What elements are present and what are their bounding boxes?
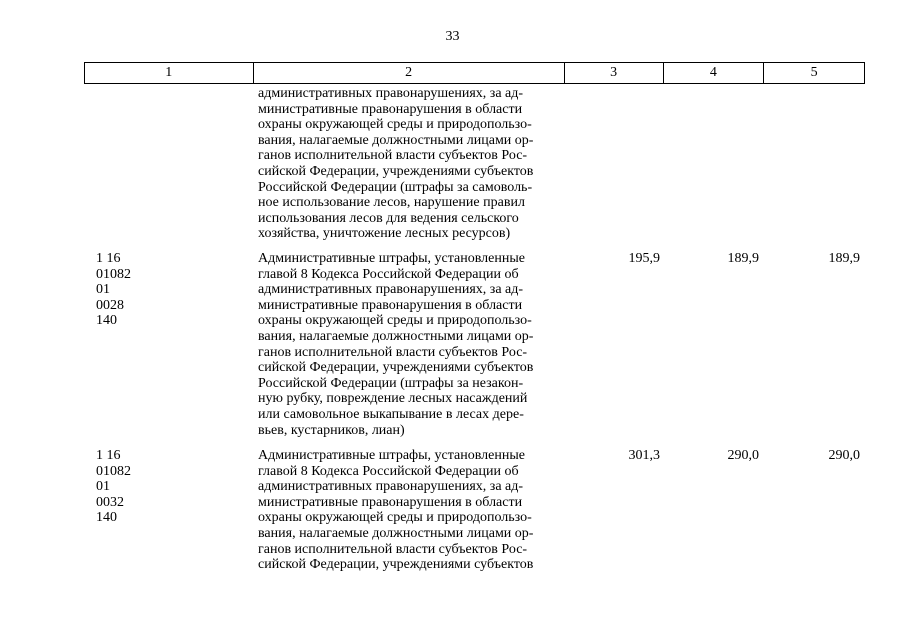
description-line: Российской Федерации (штрафы за незакон- xyxy=(258,375,524,391)
description-line: ную рубку, повреждение лесных насаждений xyxy=(258,391,528,407)
description-line: административных правонарушениях, за ад- xyxy=(258,479,524,495)
description-line: главой 8 Кодекса Российской Федерации об xyxy=(258,266,519,282)
value-col5: 290,0 xyxy=(828,448,860,463)
value-col5: 189,9 xyxy=(828,251,860,266)
row-code: 1 16 01082 01 0028 140 xyxy=(96,251,131,329)
description-line: вания, налагаемые должностными лицами ор- xyxy=(258,132,534,148)
row-code: 1 16 01082 01 0032 140 xyxy=(96,448,131,526)
description-line: ное использование лесов, нарушение правил xyxy=(258,195,525,211)
description-line: административных правонарушениях, за ад- xyxy=(258,86,524,101)
column-header-2: 2 xyxy=(254,63,565,83)
description-line: ганов исполнительной власти субъектов Рос- xyxy=(258,148,528,164)
description-line: главой 8 Кодекса Российской Федерации об xyxy=(258,463,519,479)
description-line: или самовольное выкапывание в лесах дере- xyxy=(258,407,524,422)
description-line: Административные штрафы, установленные xyxy=(258,251,525,266)
description-line: вания, налагаемые должностными лицами ор- xyxy=(258,526,534,541)
column-header-5: 5 xyxy=(810,65,818,80)
value-col3: 195,9 xyxy=(628,251,660,266)
description-line: ганов исполнительной власти субъектов Рос- xyxy=(258,541,528,557)
column-header-4: 4 xyxy=(664,63,765,83)
description-line: ганов исполнительной власти субъектов Рос- xyxy=(258,344,528,360)
description-line: охраны окружающей среды и природопользо- xyxy=(258,117,532,133)
description-line: хозяйства, уничтожение лесных ресурсов) xyxy=(258,226,511,242)
description-line: охраны окружающей среды и природопользо- xyxy=(258,313,532,329)
description-line: министративные правонарушения в области xyxy=(258,494,523,510)
description-line: Российской Федерации (штрафы за самоволь- xyxy=(258,179,533,195)
description-line: использования лесов для ведения сельского xyxy=(258,210,519,226)
description-line: министративные правонарушения в области xyxy=(258,297,523,313)
value-col4: 189,9 xyxy=(727,251,759,266)
description-line: охраны окружающей среды и природопользо- xyxy=(258,510,532,526)
column-header-1: 1 xyxy=(85,63,254,83)
column-header-3: 3 xyxy=(565,63,664,83)
table-header-row xyxy=(84,62,865,84)
description-line: вания, налагаемые должностными лицами ор- xyxy=(258,329,534,344)
description-line: Административные штрафы, установленные xyxy=(258,448,525,463)
description-line: административных правонарушениях, за ад- xyxy=(258,282,524,298)
description-line: сийской Федерации, учреждениями субъектов xyxy=(258,360,534,376)
value-col3: 301,3 xyxy=(628,448,660,463)
page-number: 33 xyxy=(445,29,460,44)
value-col4: 290,0 xyxy=(727,448,759,463)
description-line: министративные правонарушения в области xyxy=(258,101,523,117)
description-line: сийской Федерации, учреждениями субъектов xyxy=(258,164,534,179)
description-line: вьев, кустарников, лиан) xyxy=(258,422,405,438)
description-line: сийской Федерации, учреждениями субъектов xyxy=(258,557,534,573)
